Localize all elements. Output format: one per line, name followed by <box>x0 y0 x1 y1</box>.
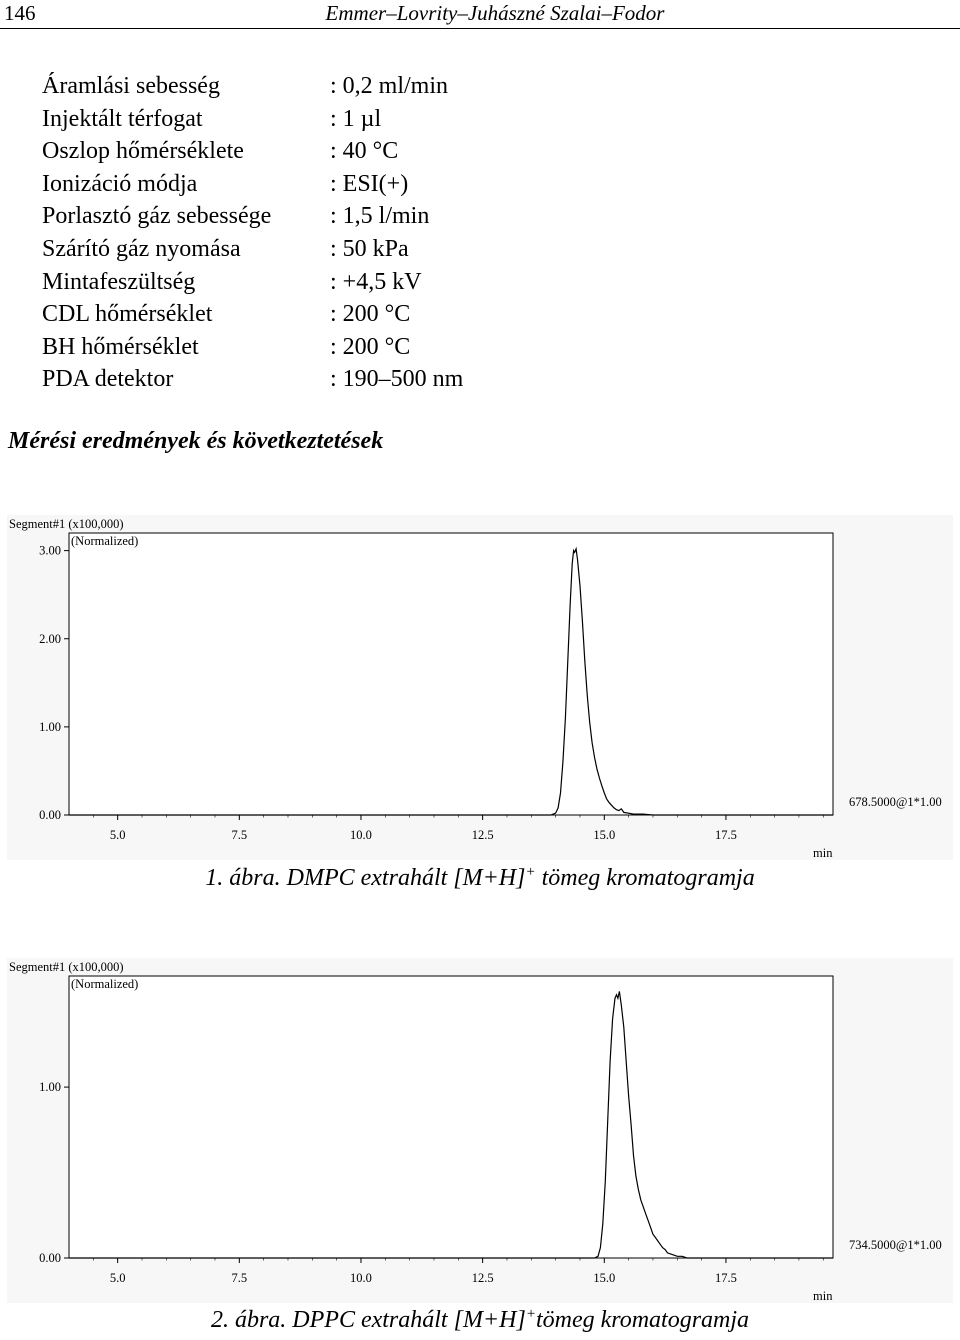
caption-superscript: + <box>525 864 536 880</box>
y-tick-label: 2.00 <box>39 631 61 646</box>
x-tick-label: 15.0 <box>593 1271 616 1285</box>
y-tick-label: 1.00 <box>39 719 61 734</box>
x-tick-label: 17.5 <box>715 1271 737 1285</box>
x-axis-label: min <box>813 846 833 860</box>
x-tick-label: 15.0 <box>593 828 616 842</box>
param-value: : 200 °C <box>330 333 411 360</box>
param-key: Oszlop hőmérséklete <box>42 138 244 165</box>
figure-1-caption <box>0 864 960 892</box>
param-value: : ESI(+) <box>330 170 409 197</box>
x-tick-label: 7.5 <box>231 1271 248 1285</box>
param-row <box>42 363 463 396</box>
plot-area <box>69 976 833 1258</box>
section-title: Mérési eredmények és következtetések <box>8 428 384 454</box>
x-tick-label: 5.0 <box>109 1271 126 1285</box>
param-key: Porlasztó gáz sebessége <box>42 203 272 230</box>
plot-area <box>69 533 833 815</box>
x-tick-label: 10.0 <box>350 1271 372 1285</box>
param-value: : +4,5 kV <box>330 268 422 295</box>
chromatogram-1-svg <box>7 515 953 860</box>
param-value: : 50 kPa <box>330 235 409 262</box>
parameter-list <box>42 70 463 396</box>
x-tick-label: 12.5 <box>471 1271 494 1285</box>
param-key: BH hőmérséklet <box>42 333 199 360</box>
y-tick-label: 3.00 <box>39 543 61 558</box>
param-key: Mintafeszültség <box>42 268 196 295</box>
param-row <box>42 200 463 233</box>
x-tick-label: 5.0 <box>109 828 126 842</box>
caption-text: tömeg kromatogramja <box>535 1307 750 1333</box>
header-rule <box>0 28 960 29</box>
page-header <box>0 0 960 30</box>
caption-text: tömeg kromatogramja <box>535 865 755 891</box>
x-tick-label: 10.0 <box>350 828 372 842</box>
running-head: Emmer–Lovrity–Juhászné Szalai–Fodor <box>325 1 665 25</box>
param-row <box>42 103 463 136</box>
y-tick-label: 0.00 <box>39 1251 61 1265</box>
param-value: : 1 µl <box>330 105 382 132</box>
caption-text: 1. ábra. DMPC extrahált [M+H] <box>205 865 526 891</box>
x-tick-label: 17.5 <box>715 828 737 842</box>
figure-2-caption <box>0 1306 960 1334</box>
param-value: : 200 °C <box>330 301 411 328</box>
chart-title: Segment#1 (x100,000) <box>9 517 124 531</box>
param-row <box>42 168 463 201</box>
caption-text: 2. ábra. DPPC extrahált [M+H] <box>210 1307 526 1333</box>
param-value: : 40 °C <box>330 138 399 165</box>
param-row <box>42 135 463 168</box>
param-key: Szárító gáz nyomása <box>42 235 241 262</box>
series-label: 678.5000@1*1.00 <box>849 795 942 809</box>
param-value: : 190–500 nm <box>330 366 464 393</box>
param-key: Injektált térfogat <box>42 105 203 132</box>
param-key: PDA detektor <box>42 366 174 393</box>
param-row <box>42 233 463 266</box>
chromatogram-2 <box>7 958 953 1303</box>
param-value: : 0,2 ml/min <box>330 73 449 99</box>
param-key: Ionizáció módja <box>42 170 198 197</box>
caption-superscript: + <box>525 1306 536 1322</box>
param-value: : 1,5 l/min <box>330 203 430 230</box>
x-tick-label: 7.5 <box>231 828 248 842</box>
chart-title: Segment#1 (x100,000) <box>9 960 124 974</box>
x-tick-label: 12.5 <box>471 828 494 842</box>
y-tick-label: 1.00 <box>39 1080 61 1095</box>
y-tick-label: 0.00 <box>39 808 61 822</box>
param-row <box>42 70 463 103</box>
param-key: Áramlási sebesség <box>42 73 220 99</box>
param-key: CDL hőmérséklet <box>42 301 213 328</box>
page-number: 146 <box>4 1 36 25</box>
chart-subtitle: (Normalized) <box>71 534 139 548</box>
chromatogram-2-svg <box>7 958 953 1303</box>
x-axis-label: min <box>813 1289 833 1303</box>
series-label: 734.5000@1*1.00 <box>849 1238 942 1252</box>
param-row <box>42 266 463 299</box>
chromatogram-1 <box>7 515 953 860</box>
param-row <box>42 298 463 331</box>
chart-subtitle: (Normalized) <box>71 977 139 991</box>
param-row <box>42 331 463 364</box>
